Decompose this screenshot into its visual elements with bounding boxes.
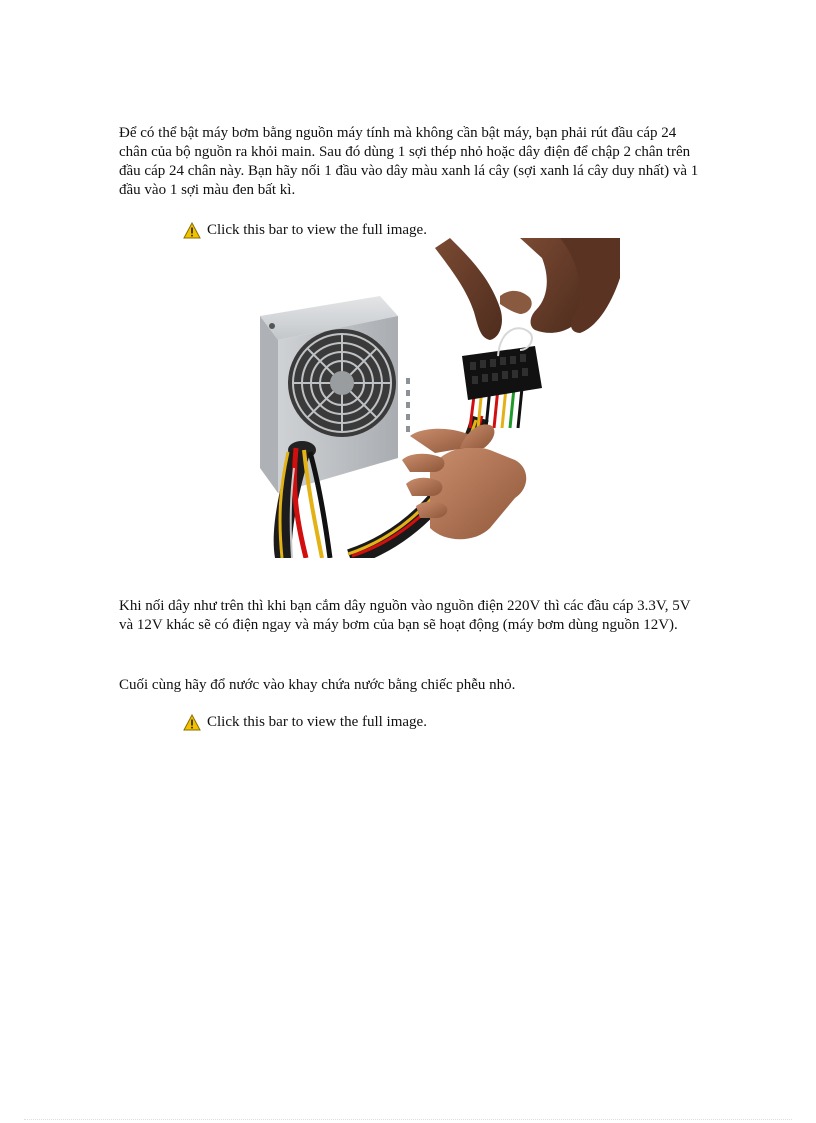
paragraph-intro: Để có thể bật máy bơm bằng nguồn máy tính mà không cần bật máy, bạn phải rút đầu cáp 24 chân của bộ nguồn ra khỏi main. Sau đó dùng 1 sợi thép nhỏ hoặc dây điện để chập 2 chân trên đầu cáp 24 chân này. Bạn hãy nối 1 đầu vào dây màu xanh lá cây (sợi xanh lá cây duy nhất) và 1 đầu vào 1 sợi màu đen bất kì. (119, 125, 699, 198)
image-view-bar[interactable] (183, 712, 427, 732)
paragraph-connection: Khi nối dây như trên thì khi bạn cắm dây nguồn vào nguồn điện 220V thì các đầu cáp 3.3V, 5V và 12V khác sẽ có điện ngay và máy bơm của bạn sẽ hoạt động (máy bơm dùng nguồn 12V). (119, 598, 691, 633)
image-view-bar[interactable] (183, 220, 427, 240)
warning-icon (183, 222, 201, 239)
image-view-bar-label: Click this bar to view the full image. (207, 221, 427, 238)
psu-jumper-photo (230, 238, 620, 558)
paragraph-final: Cuối cùng hãy đổ nước vào khay chứa nước bằng chiếc phễu nhỏ. (119, 677, 516, 693)
warning-icon (183, 714, 201, 731)
page-bottom-divider (24, 1119, 792, 1120)
image-view-bar-label: Click this bar to view the full image. (207, 713, 427, 730)
